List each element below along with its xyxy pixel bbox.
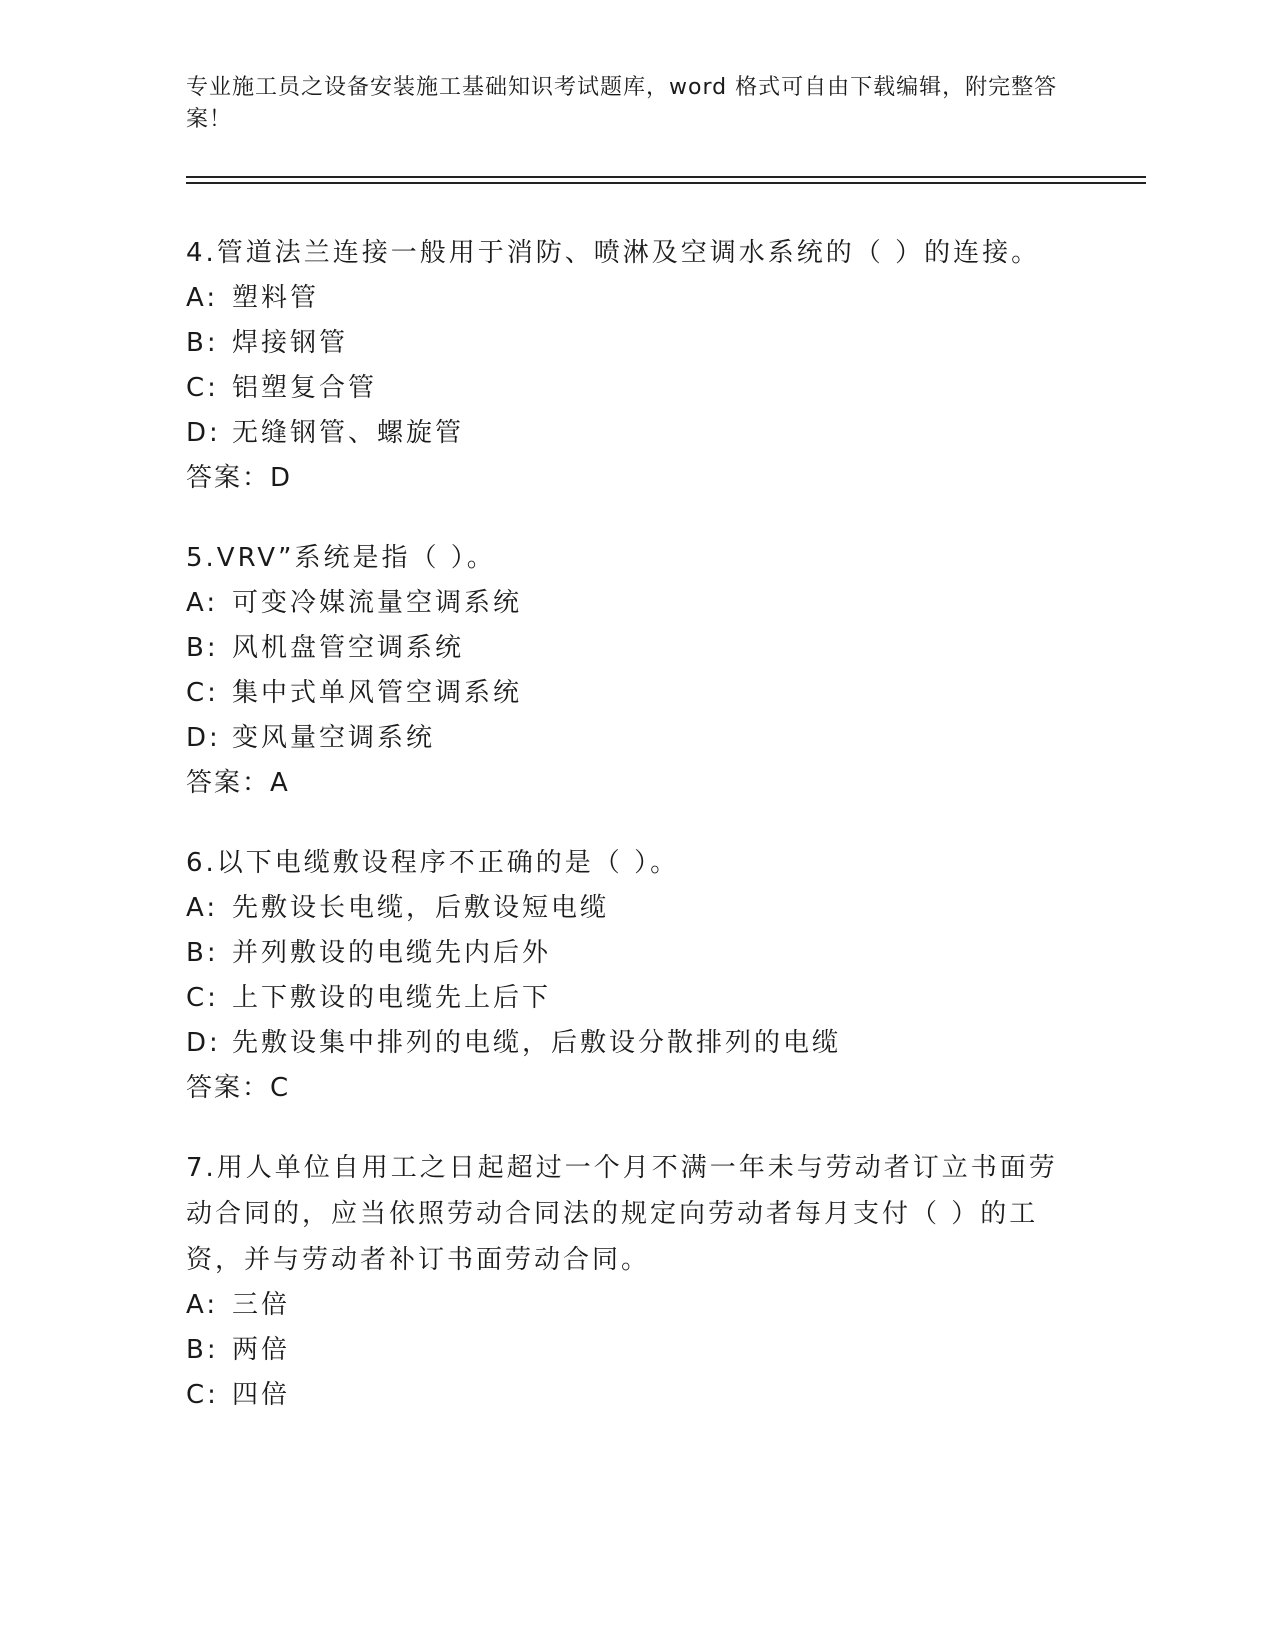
- option-text: 四倍: [232, 1380, 291, 1410]
- option-letter: A:: [186, 893, 219, 923]
- option-a: [186, 886, 1066, 931]
- option-text: 焊接钢管: [232, 328, 349, 358]
- option-text: 两倍: [232, 1335, 291, 1365]
- question-stem: 4.管道法兰连接一般用于消防、喷淋及空调水系统的（ ）的连接。: [186, 238, 1041, 268]
- option-letter: D:: [186, 723, 221, 753]
- option-letter: C:: [186, 983, 219, 1013]
- option-text: 塑料管: [232, 283, 320, 313]
- option-letter: C:: [186, 678, 219, 708]
- option-letter: A:: [186, 283, 219, 313]
- option-letter: A:: [186, 1290, 219, 1320]
- option-b: [186, 321, 1066, 366]
- document-intro: 专业施工员之设备安装施工基础知识考试题库，word 格式可自由下载编辑，附完整答案！: [186, 75, 1058, 132]
- header-divider-top: [186, 176, 1146, 178]
- option-a: [186, 581, 1066, 626]
- option-a: [186, 1283, 1066, 1328]
- option-text: 可变冷媒流量空调系统: [232, 588, 523, 618]
- answer-line: [186, 456, 1066, 501]
- option-letter: A:: [186, 588, 219, 618]
- option-text: 集中式单风管空调系统: [232, 678, 523, 708]
- answer-line: [186, 1066, 1066, 1111]
- option-a: [186, 276, 1066, 321]
- option-letter: B:: [186, 633, 219, 663]
- question-6: [186, 840, 1066, 1111]
- question-4: [186, 230, 1066, 501]
- answer-line: [186, 761, 1066, 806]
- answer-value: D: [270, 463, 293, 493]
- question-stem: 5.VRV”系统是指（ ）。: [186, 543, 496, 573]
- option-b: [186, 1328, 1066, 1373]
- option-letter: B:: [186, 1335, 219, 1365]
- option-text: 风机盘管空调系统: [232, 633, 465, 663]
- option-d: [186, 716, 1066, 761]
- option-letter: C:: [186, 373, 219, 403]
- option-text: 先敷设集中排列的电缆，后敷设分散排列的电缆: [232, 1028, 842, 1058]
- header-divider-bottom: [186, 182, 1146, 184]
- option-d: [186, 1021, 1066, 1066]
- option-text: 变风量空调系统: [232, 723, 436, 753]
- answer-value: C: [270, 1073, 291, 1103]
- option-text: 三倍: [232, 1290, 291, 1320]
- question-7: [186, 1145, 1066, 1418]
- option-letter: C:: [186, 1380, 219, 1410]
- answer-label: 答案：: [186, 768, 271, 798]
- option-text: 上下敷设的电缆先上后下: [232, 983, 552, 1013]
- option-c: [186, 976, 1066, 1021]
- option-text: 先敷设长电缆，后敷设短电缆: [232, 893, 610, 923]
- option-text: 并列敷设的电缆先内后外: [232, 938, 552, 968]
- question-5: [186, 535, 1066, 806]
- option-c: [186, 366, 1066, 411]
- question-stem: 7.用人单位自用工之日起超过一个月不满一年未与劳动者订立书面劳动合同的，应当依照劳动合同法的规定向劳动者每月支付（ ）的工资，并与劳动者补订书面劳动合同。: [186, 1153, 1058, 1275]
- question-stem: 6.以下电缆敷设程序不正确的是（ ）。: [186, 848, 680, 878]
- option-text: 无缝钢管、螺旋管: [232, 418, 465, 448]
- option-letter: D:: [186, 418, 221, 448]
- option-c: [186, 671, 1066, 716]
- option-letter: B:: [186, 938, 219, 968]
- answer-label: 答案：: [186, 1073, 271, 1103]
- option-b: [186, 931, 1066, 976]
- option-d: [186, 411, 1066, 456]
- answer-label: 答案：: [186, 463, 271, 493]
- option-b: [186, 626, 1066, 671]
- option-c: [186, 1373, 1066, 1418]
- option-text: 铝塑复合管: [232, 373, 378, 403]
- option-letter: D:: [186, 1028, 221, 1058]
- answer-value: A: [270, 768, 290, 798]
- option-letter: B:: [186, 328, 219, 358]
